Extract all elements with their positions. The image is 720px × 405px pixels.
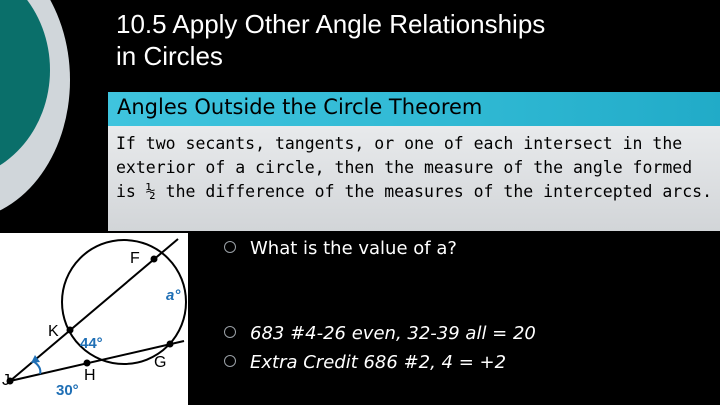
slide-title-line-2: in Circles (116, 41, 223, 71)
angle-marker-arc (33, 361, 40, 374)
label-f: F (130, 250, 140, 267)
theorem-line-3: is ½ the difference of the measures of the intercepted arcs. (116, 182, 713, 201)
label-angle-30: 30° (56, 382, 79, 399)
bullet-marker (224, 241, 236, 253)
theorem-line-2: exterior of a circle, then the measure of the angle formed (116, 158, 693, 177)
label-g: G (154, 354, 167, 371)
label-j: J (2, 372, 10, 389)
bullet-extra-credit (224, 352, 506, 373)
bullet-marker (224, 355, 236, 367)
theorem-header-band (108, 92, 720, 126)
point-g (167, 341, 174, 348)
circle-secant-diagram (0, 233, 188, 405)
bullet-homework (224, 323, 536, 344)
theorem-body-box (108, 126, 720, 231)
bullet-extra-credit-text: Extra Credit 686 #2, 4 = +2 (250, 352, 507, 373)
point-h (84, 360, 91, 367)
label-h: H (84, 367, 96, 384)
label-k: K (48, 323, 59, 340)
point-k (67, 327, 74, 334)
point-f (151, 256, 158, 263)
bullet-question-text: What is the value of a? (250, 238, 457, 259)
bullet-marker (224, 326, 236, 338)
bullet-question (224, 238, 457, 259)
slide-title-line-1: 10.5 Apply Other Angle Relationships (116, 9, 546, 39)
theorem-header-text: Angles Outside the Circle Theorem (117, 95, 483, 119)
slide-title (116, 8, 706, 72)
geometry-diagram (0, 233, 188, 405)
label-arc-a: a° (166, 287, 181, 304)
label-arc-44: 44° (80, 335, 103, 352)
bullet-homework-text: 683 #4-26 even, 32-39 all = 20 (250, 323, 536, 344)
theorem-line-1: If two secants, tangents, or one of each intersect in the (116, 134, 683, 153)
